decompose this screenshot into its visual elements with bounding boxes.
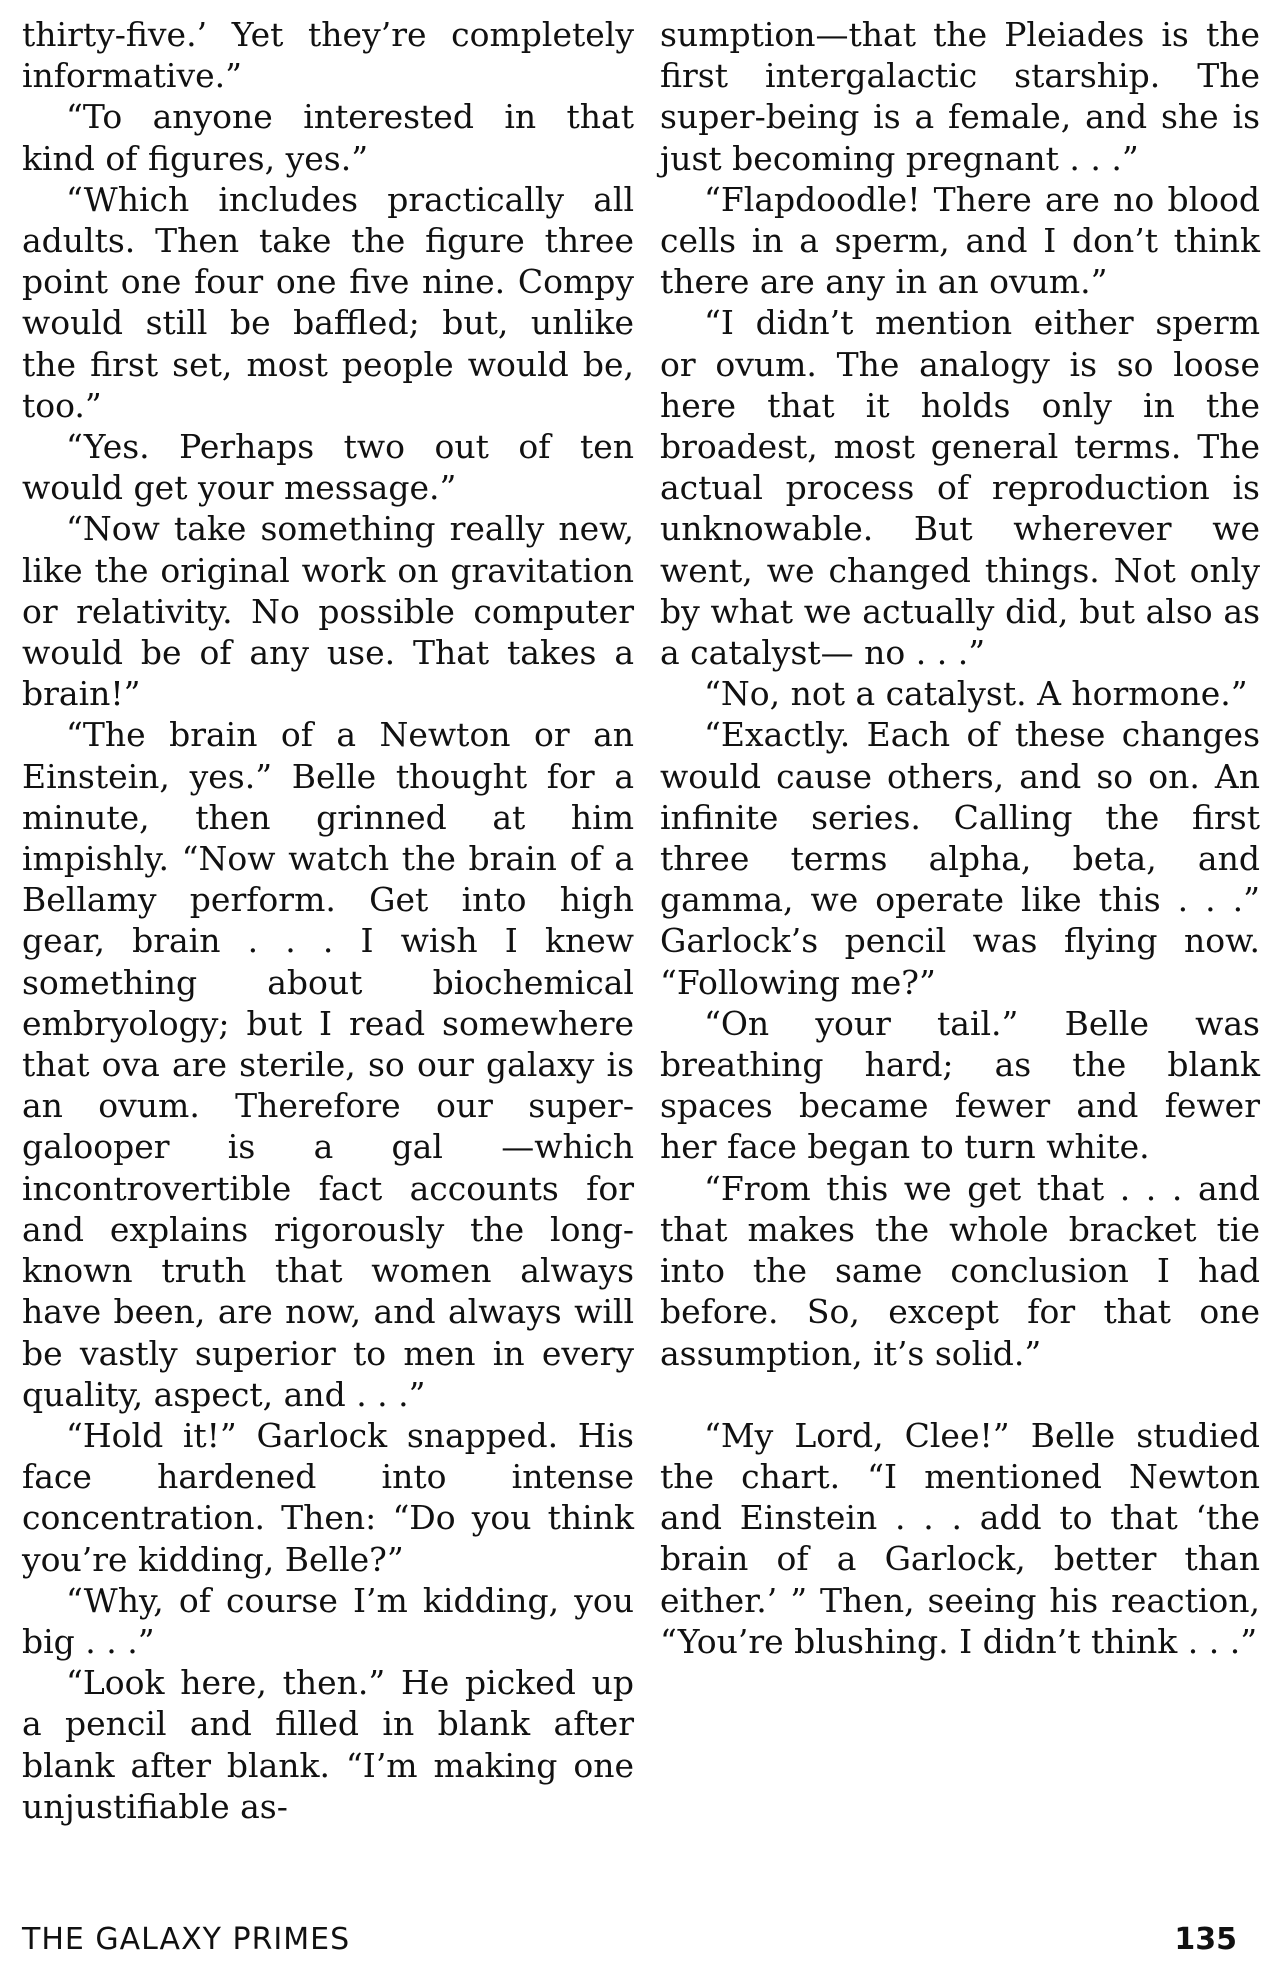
- paragraph: “On your tail.” Belle was breathing hard; as the blank spaces became fewer and fewer her face began to turn white.: [660, 1003, 1260, 1167]
- running-head: THE GALAXY PRIMES: [22, 1922, 351, 1957]
- right-column: [660, 14, 1260, 1662]
- paragraph: “Hold it!” Garlock snapped. His face hardened into intense concentration. Then: “Do you think you’re kidding, Belle?”: [22, 1415, 634, 1579]
- paragraph: “Flapdoodle! There are no blood cells in a sperm, and I don’t think there are any in an ovum.”: [660, 179, 1260, 302]
- paragraph: thirty-five.’ Yet they’re completely informative.”: [22, 15, 634, 96]
- paragraph: “To anyone interested in that kind of figures, yes.”: [22, 97, 634, 178]
- paragraph: “The brain of a Newton or an Einstein, yes.” Belle thought for a minute, then grinned at him impishly. “Now watch the brain of a Bellamy perform. Get into high gear, brain . . . I wish I knew something about biochemical embryology; but I read somewhere that ova are sterile, so our galaxy is an ovum. Therefore our super-galooper is a gal —which incontrovertible fact accounts for and explains rigorously the long-known truth that women always have been, are now, and always will be vastly superior to men in every quality, aspect, and . . .”: [22, 715, 634, 1414]
- paragraph: sumption—that the Pleiades is the first intergalactic starship. The super-being is a female, and she is just becoming pregnant . . .”: [660, 15, 1260, 178]
- paragraph: “Look here, then.” He picked up a pencil and filled in blank after blank after blank. “I’m making one unjustifiable as-: [22, 1663, 634, 1826]
- paragraph: “Yes. Perhaps two out of ten would get your message.”: [22, 427, 634, 508]
- paragraph: “From this we get that . . . and that makes the whole bracket tie into the same conclusion I had before. So, except for that one assumption, it’s solid.”: [660, 1168, 1260, 1373]
- page-number: 135: [1174, 1922, 1237, 1957]
- paragraph: “Now take something really new, like the original work on gravitation or relativity. No possible computer would be of any use. That takes a brain!”: [22, 509, 634, 714]
- paragraph: “No, not a catalyst. A hormone.”: [704, 674, 1248, 714]
- paragraph: “I didn’t mention either sperm or ovum. The analogy is so loose here that it holds only in the broadest, most general terms. The actual process of reproduction is unknowable. But wherever we went, we changed things. Not only by what we actually did, but also as a catalyst— no . . .”: [660, 303, 1260, 673]
- paragraph: “Exactly. Each of these changes would cause others, and so on. An infinite series. Calling the first three terms alpha, beta, and gamma, we operate like this . . .” Garlock’s pencil was flying now. “Following me?”: [660, 715, 1260, 1002]
- paragraph: “My Lord, Clee!” Belle studied the chart. “I mentioned Newton and Einstein . . . add to that ‘the brain of a Garlock, better than either.’ ” Then, seeing his reaction, “You’re blushing. I didn’t think . . .”: [660, 1415, 1260, 1661]
- page-footer: [22, 1922, 1237, 1957]
- left-column: [22, 14, 634, 1827]
- paragraph: “Why, of course I’m kidding, you big . . .”: [22, 1580, 634, 1661]
- paragraph: “Which includes practically all adults. Then take the figure three point one four one five nine. Compy would still be baffled; but, unlike the first set, most people would be, too.”: [22, 179, 634, 425]
